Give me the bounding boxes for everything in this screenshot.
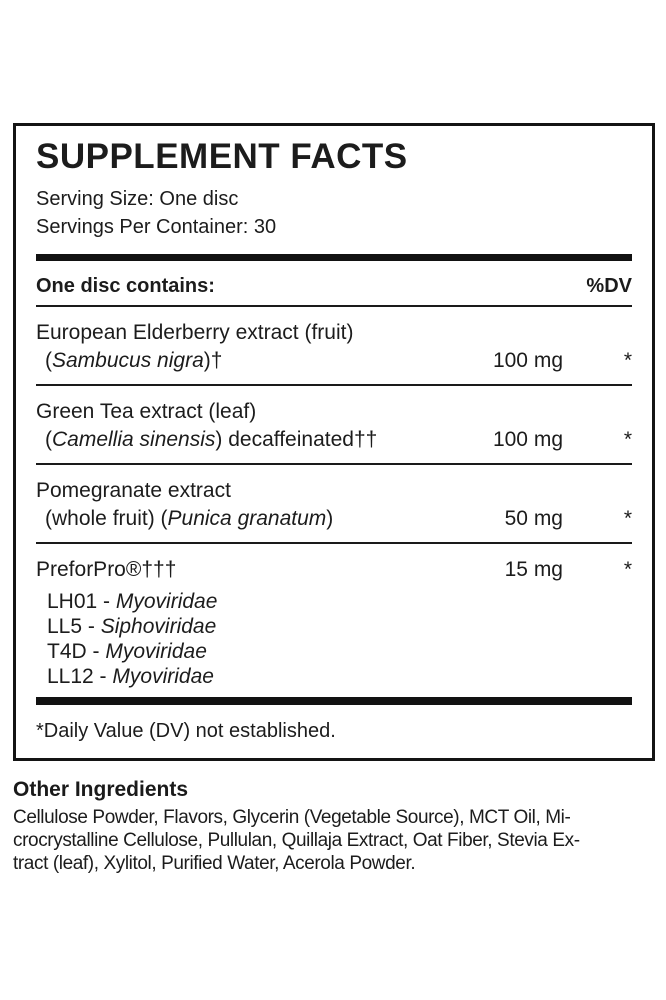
other-ingredients-section <box>13 777 659 875</box>
dv-footnote: *Daily Value (DV) not established. <box>36 720 336 742</box>
other-ingredients-line: tract (leaf), Xylitol, Purified Water, Acerola Powder. <box>13 853 416 874</box>
sci-post: ) <box>326 507 334 530</box>
dv-column-header: %DV <box>586 275 632 297</box>
ingredient-dv: * <box>623 428 632 451</box>
other-ingredients-text <box>13 806 659 875</box>
ingredient-detail-line <box>36 426 632 454</box>
ingredient-dv: * <box>623 558 632 581</box>
strain-item <box>47 589 632 614</box>
divider-thick-top <box>36 254 632 261</box>
other-ingredients-heading: Other Ingredients <box>13 778 189 801</box>
strain-family: Myoviridae <box>112 665 214 688</box>
strain-code: T4D - <box>47 640 106 663</box>
strain-code: LL12 - <box>47 665 113 688</box>
scientific-name <box>36 505 467 533</box>
ingredient-row-pomegranate <box>36 465 632 544</box>
sci-pre: (whole fruit) ( <box>45 507 168 530</box>
serving-size: Serving Size: One disc <box>36 188 239 210</box>
ingredient-detail-line <box>36 347 632 375</box>
strain-code: LL5 - <box>47 615 101 638</box>
strain-list <box>47 589 632 689</box>
contains-label: One disc contains: <box>36 275 215 297</box>
ingredient-row-green-tea <box>36 386 632 465</box>
ingredient-name: European Elderberry extract (fruit) <box>36 321 354 344</box>
ingredient-row-elderberry <box>36 307 632 386</box>
panel-title: SUPPLEMENT FACTS <box>36 137 408 176</box>
strain-family: Myoviridae <box>105 640 207 663</box>
strain-item <box>47 614 632 639</box>
sci-pre: ( <box>45 428 52 451</box>
strain-family: Siphoviridae <box>100 615 217 638</box>
sci-pre: ( <box>45 349 52 372</box>
supplement-facts-panel <box>13 123 655 761</box>
scientific-name <box>36 347 467 375</box>
contains-header-row <box>36 261 632 307</box>
strain-item <box>47 664 632 689</box>
strain-item <box>47 639 632 664</box>
ingredient-dv: * <box>623 507 632 530</box>
ingredient-name: Green Tea extract (leaf) <box>36 400 257 423</box>
ingredient-row-preforpro <box>36 544 632 689</box>
ingredient-amount: 100 mg <box>492 428 563 451</box>
ingredient-detail-line <box>36 505 632 533</box>
sci-italic: Sambucus nigra <box>52 349 204 372</box>
scientific-name <box>36 426 467 454</box>
divider-thick-bottom <box>36 697 632 705</box>
ingredient-name: Pomegranate extract <box>36 479 231 502</box>
ingredient-amount: 15 mg <box>504 558 563 581</box>
strain-code: LH01 - <box>47 590 116 613</box>
servings-per-container: Servings Per Container: 30 <box>36 216 277 238</box>
sci-italic: Camellia sinensis <box>52 428 216 451</box>
sci-italic: Punica granatum <box>167 507 327 530</box>
serving-info <box>36 185 632 241</box>
ingredient-dv: * <box>623 349 632 372</box>
ingredient-amount: 50 mg <box>504 507 563 530</box>
ingredient-amount: 100 mg <box>492 349 563 372</box>
other-ingredients-line: Cellulose Powder, Flavors, Glycerin (Vegetable Source), MCT Oil, Mi- <box>13 807 571 828</box>
sci-post: ) decaffeinated†† <box>215 428 378 451</box>
ingredient-name: PreforPro®††† <box>36 558 177 581</box>
ingredient-detail-line <box>36 556 632 584</box>
strain-family: Myoviridae <box>115 590 218 613</box>
sci-post: )† <box>203 349 223 372</box>
other-ingredients-line: crocrystalline Cellulose, Pullulan, Quillaja Extract, Oat Fiber, Stevia Ex- <box>13 830 580 851</box>
